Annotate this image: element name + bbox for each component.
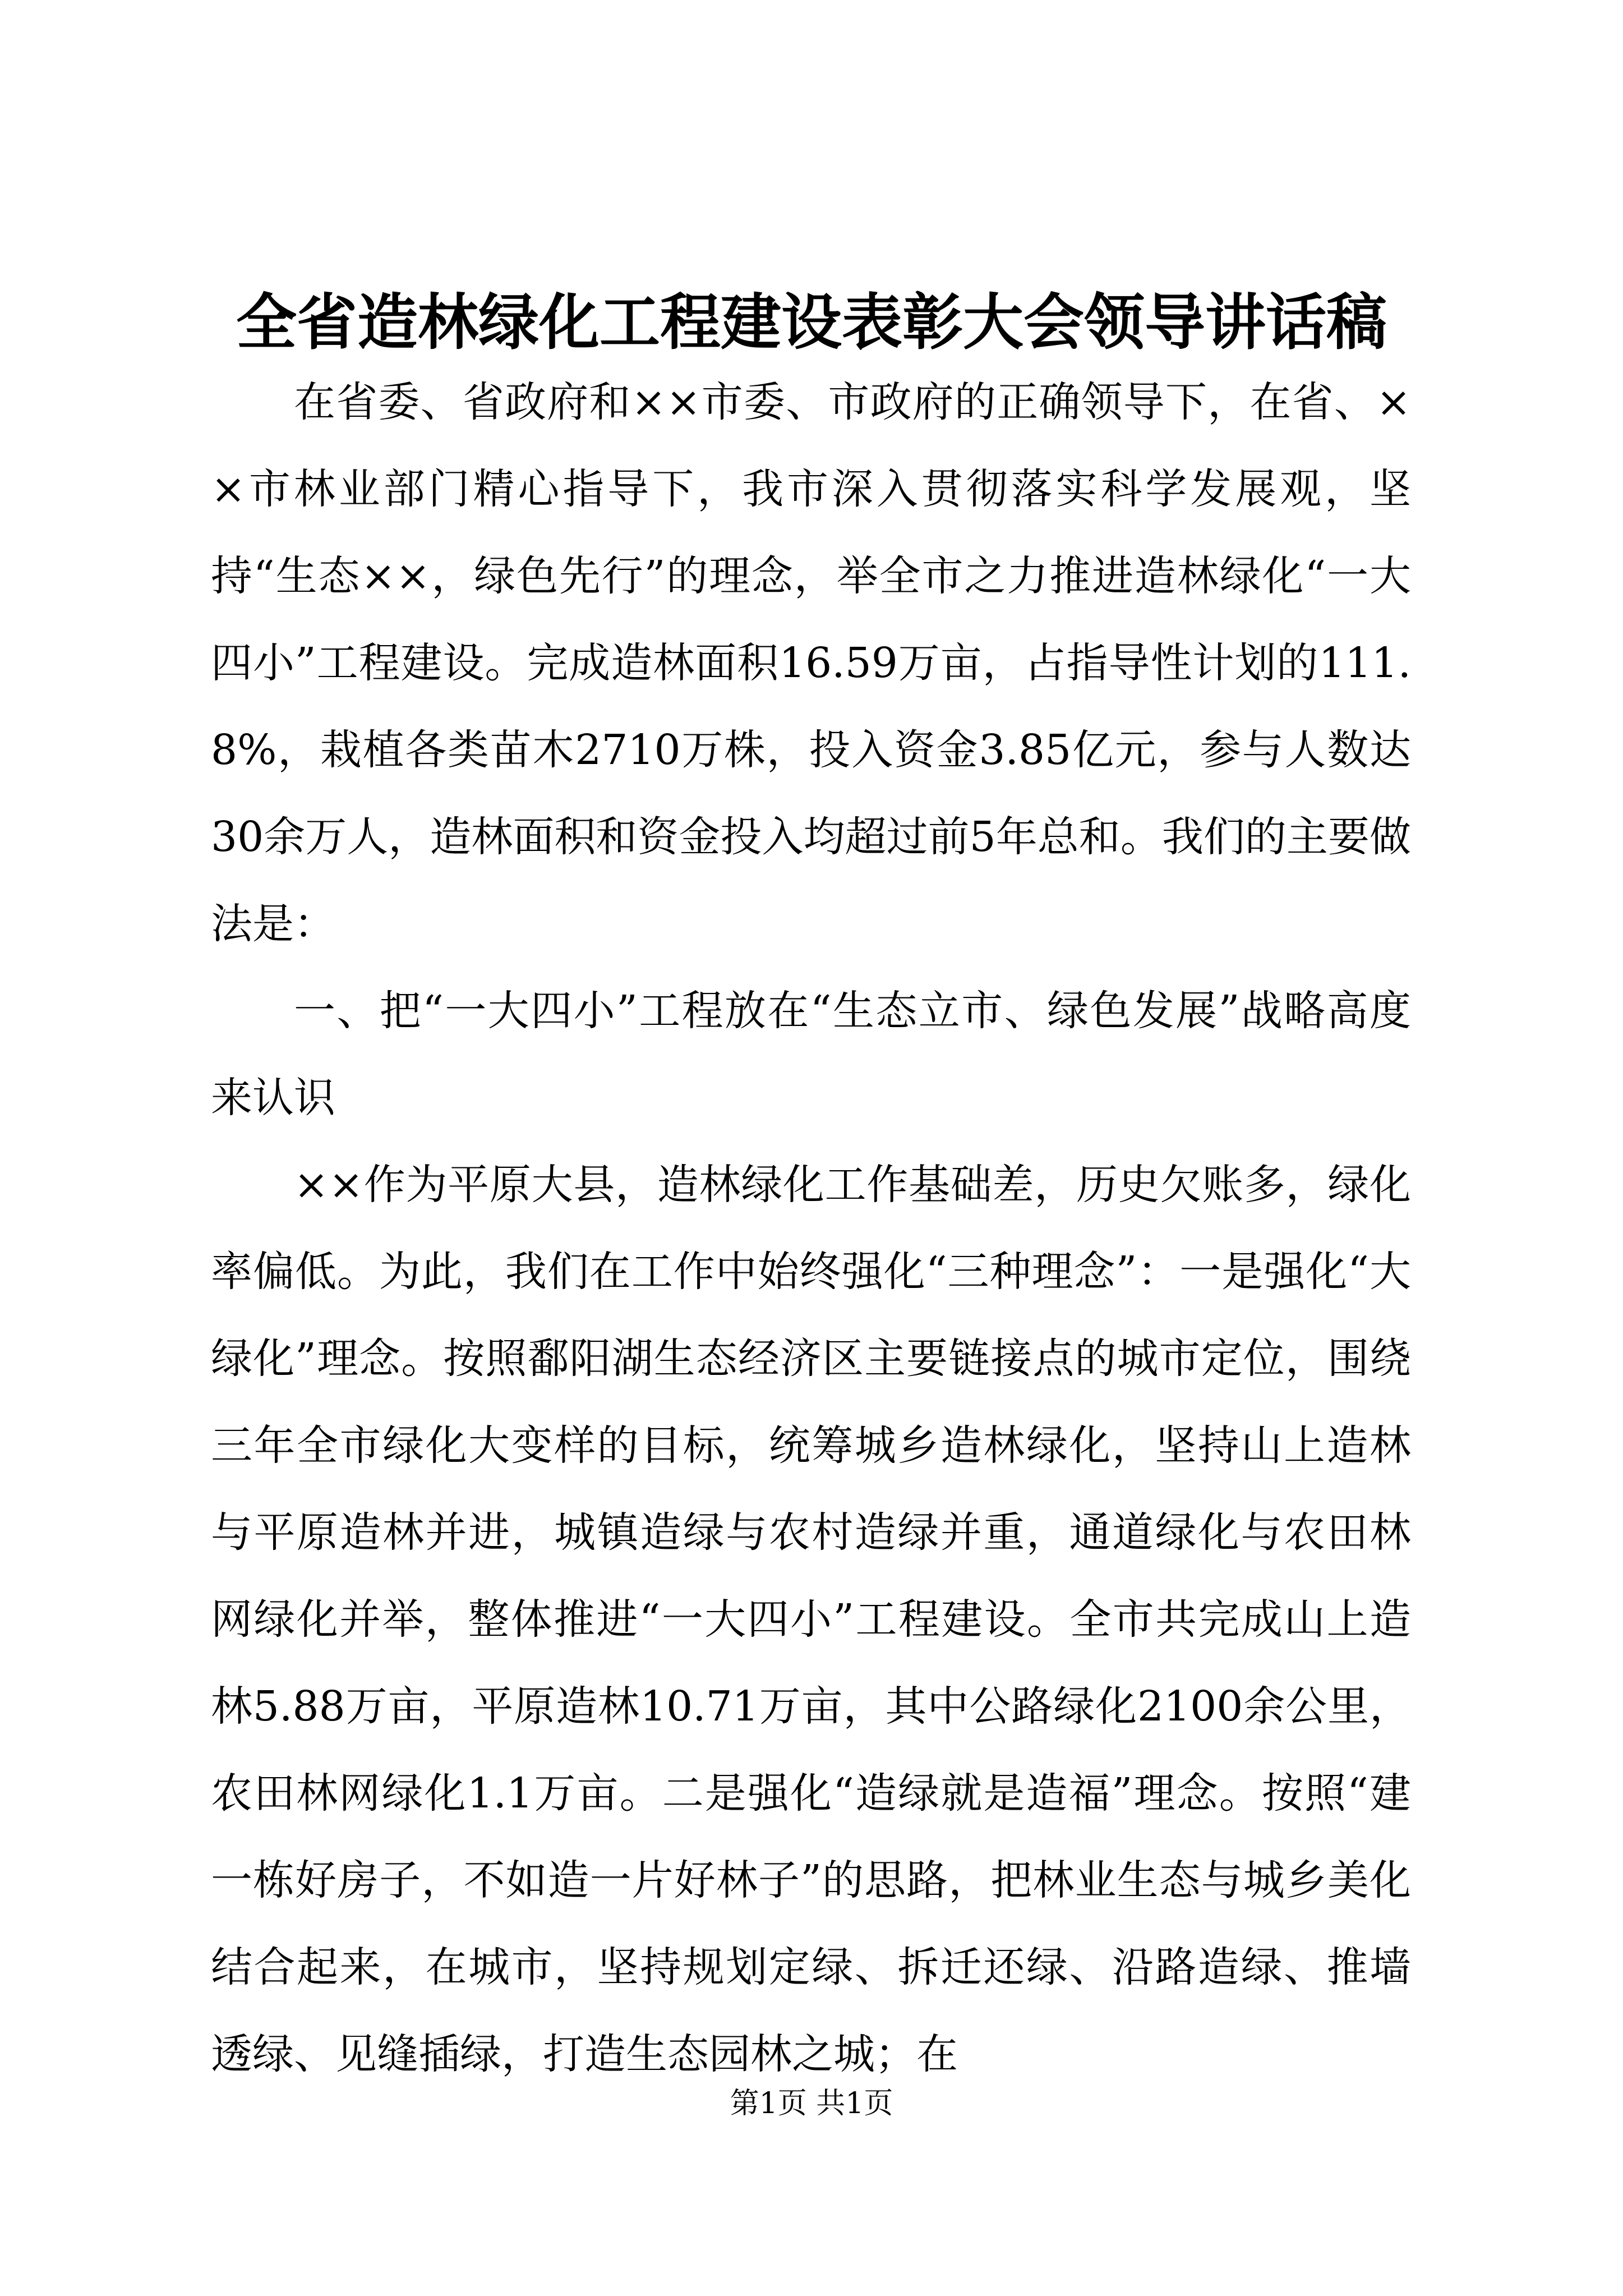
document-body [211, 359, 1411, 2098]
paragraph-intro: 在省委、省政府和××市委、市政府的正确领导下，在省、××市林业部门精心指导下，我市深入贯彻落实科学发展观，坚持“生态××，绿色先行”的理念，举全市之力推进造林绿化“一大四小”工程建设。完成造林面积16.59万亩，占指导性计划的111.8%，栽植各类苗木2710万株，投入资金3.85亿元，参与人数达30余万人，造林面积和资金投入均超过前5年总和。我们的主要做法是： [211, 378, 1411, 948]
page-footer: 第1页 共1页 [730, 2087, 893, 2120]
section-heading-1: 一、把“一大四小”工程放在“生态立市、绿色发展”战略高度来认识 [211, 987, 1411, 1122]
paragraph-section-1: ××作为平原大县，造林绿化工作基础差，历史欠账多，绿化率偏低。为此，我们在工作中始终强化“三种理念”：一是强化“大绿化”理念。按照鄱阳湖生态经济区主要链接点的城市定位，围绕三年全市绿化大变样的目标，统筹城乡造林绿化，坚持山上造林与平原造林并进，城镇造绿与农村造绿并重，通道绿化与农田林网绿化并举，整体推进“一大四小”工程建设。全市共完成山上造林5.88万亩，平原造林10.71万亩，其中公路绿化2100余公里，农田林网绿化1.1万亩。二是强化“造绿就是造福”理念。按照“建一栋好房子，不如造一片好林子”的思路，把林业生态与城乡美化结合起来，在城市，坚持规划定绿、拆迁还绿、沿路造绿、推墙透绿、见缝插绿，打造生态园林之城；在 [211, 1161, 1411, 2078]
document-title: 全省造林绿化工程建设表彰大会领导讲话稿 [236, 287, 1387, 358]
